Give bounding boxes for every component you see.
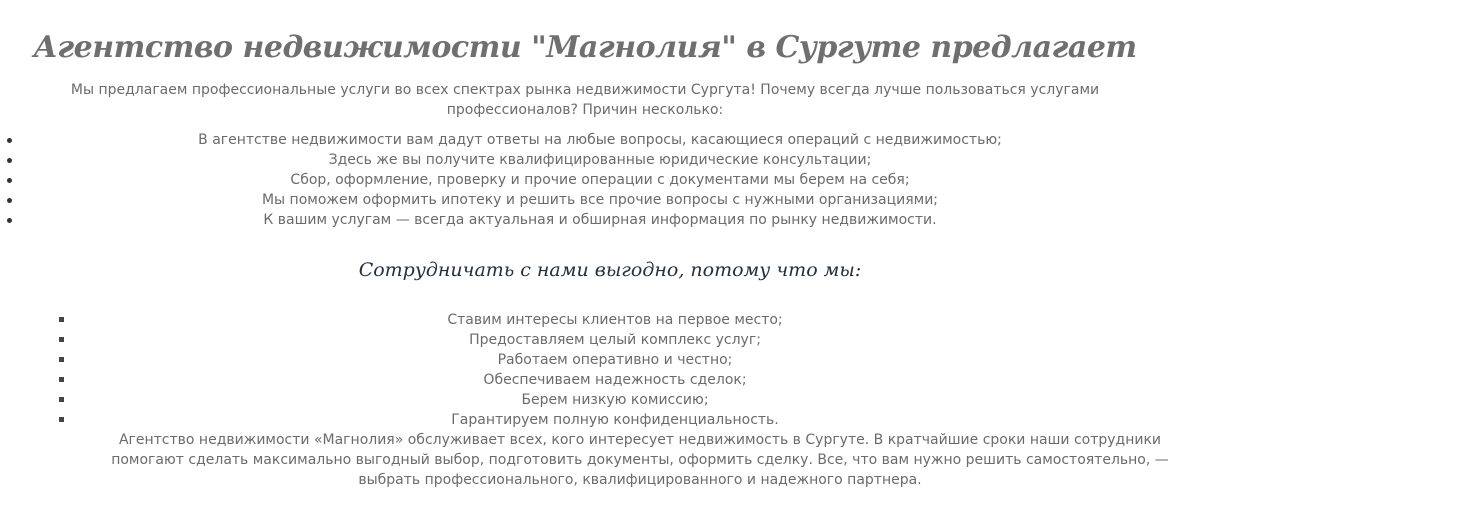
list-item: Мы поможем оформить ипотеку и решить все прочие вопросы с нужными организациями; bbox=[20, 190, 1180, 210]
list-item: Берем низкую комиссию; bbox=[20, 390, 1210, 410]
section-subtitle: Сотрудничать с нами выгодно, потому что мы: bbox=[358, 259, 862, 281]
benefits-list bbox=[20, 310, 1210, 430]
page-title: Агентство недвижимости "Магнолия" в Сургуте предлагает bbox=[33, 30, 1137, 65]
list-item: Обеспечиваем надежность сделок; bbox=[20, 370, 1210, 390]
list-item: Сбор, оформление, проверку и прочие операции с документами мы берем на себя; bbox=[20, 170, 1180, 190]
list-item: К вашим услугам — всегда актуальная и обширная информация по рынку недвижимости. bbox=[20, 210, 1180, 230]
list-item: Работаем оперативно и честно; bbox=[20, 350, 1210, 370]
intro-paragraph: Мы предлагаем профессиональные услуги во всех спектрах рынка недвижимости Сургута! Почему всегда лучше пользоваться услугами профессионалов? Причин несколько: bbox=[70, 82, 1100, 118]
list-item: Гарантируем полную конфиденциальность. bbox=[20, 410, 1210, 430]
list-item: Предоставляем целый комплекс услуг; bbox=[20, 330, 1210, 350]
reasons-list bbox=[20, 130, 1180, 230]
list-item: В агентстве недвижимости вам дадут ответы на любые вопросы, касающиеся операций с недвижимостью; bbox=[20, 130, 1180, 150]
list-item: Здесь же вы получите квалифицированные юридические консультации; bbox=[20, 150, 1180, 170]
outro-paragraph: Агентство недвижимости «Магнолия» обслуживает всех, кого интересует недвижимость в Сургуте. В кратчайшие сроки наши сотрудники помогают сделать максимально выгодный выбор, подготовить документы, оформить сделку. Все, что вам нужно решить самостоятельно, — выбрать профессионального, квалифицированного и надежного партнера. bbox=[111, 432, 1169, 488]
list-item: Ставим интересы клиентов на первое место; bbox=[20, 310, 1210, 330]
